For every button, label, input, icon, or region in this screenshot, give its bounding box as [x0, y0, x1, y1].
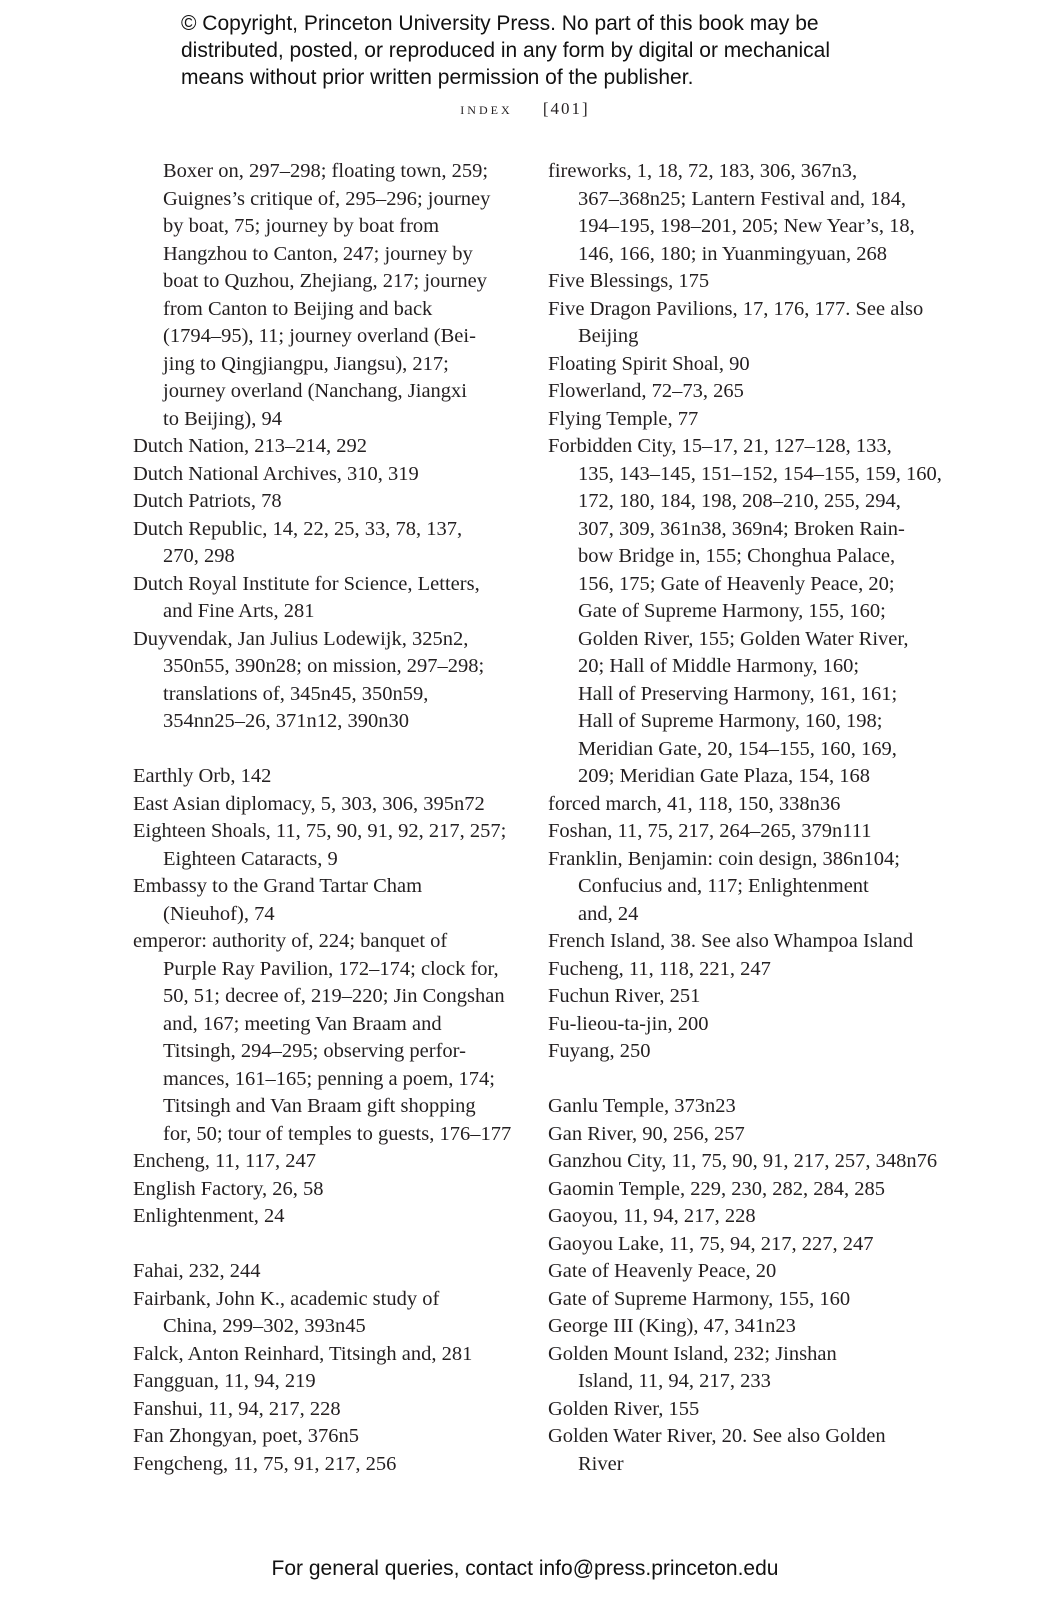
letter-group-gap: [548, 1066, 923, 1094]
index-entry: Golden Water River, 20. See also Golden: [548, 1425, 886, 1447]
index-entry-continuation: mances, 161–165; penning a poem, 174;: [163, 1067, 495, 1090]
index-entry-continuation: and, 24: [578, 902, 639, 925]
index-entry: Fengcheng, 11, 75, 91, 217, 256: [133, 1452, 397, 1475]
index-entry-continuation: Hall of Supreme Harmony, 160, 198;: [578, 710, 883, 732]
index-entry: Dutch National Archives, 310, 319: [133, 462, 419, 485]
index-entry: Gan River, 90, 256, 257: [548, 1122, 745, 1145]
index-entry: Encheng, 11, 117, 247: [133, 1150, 316, 1172]
index-entry-continuation: 354nn25–26, 371n12, 390n30: [163, 710, 409, 732]
index-entry: Dutch Republic, 14, 22, 25, 33, 78, 137,: [133, 517, 463, 540]
copyright-line: means without prior written permission of the publisher.: [181, 66, 694, 89]
index-entry: Dutch Nation, 213–214, 292: [133, 435, 368, 457]
index-entry-continuation: translations of, 345n45, 350n59,: [163, 682, 429, 705]
index-entry: emperor: authority of, 224; banquet of: [133, 930, 448, 952]
index-entry-continuation: Confucius and, 117; Enlightenment: [578, 875, 869, 897]
index-entry: Gaoyou, 11, 94, 217, 228: [548, 1205, 756, 1227]
index-entry-continuation: boat to Quzhou, Zhejiang, 217; journey: [163, 270, 487, 292]
index-entry: Eighteen Shoals, 11, 75, 90, 91, 92, 217, 257;: [133, 820, 507, 842]
index-entry-continuation: to Beijing), 94: [163, 407, 283, 430]
index-entry-continuation: 307, 309, 361n38, 369n4; Broken Rain-: [578, 517, 905, 540]
index-entry-continuation: from Canton to Beijing and back: [163, 297, 433, 320]
index-entry-continuation: Beijing: [578, 325, 639, 347]
index-entry: Fu-lieou-ta-jin, 200: [548, 1012, 709, 1035]
index-entry-continuation: Titsingh, 294–295; observing perfor-: [163, 1040, 466, 1062]
index-entry: Falck, Anton Reinhard, Titsingh and, 281: [133, 1342, 473, 1365]
index-entry: East Asian diplomacy, 5, 303, 306, 395n72: [133, 792, 485, 815]
index-entry-continuation: Island, 11, 94, 217, 233: [578, 1370, 771, 1392]
index-entry-continuation: 209; Meridian Gate Plaza, 154, 168: [578, 765, 871, 787]
index-entry: Franklin, Benjamin: coin design, 386n104;: [548, 847, 900, 870]
index-entry: Flowerland, 72–73, 265: [548, 380, 744, 402]
index-entry: Duyvendak, Jan Julius Lodewijk, 325n2,: [133, 627, 469, 650]
index-entry-continuation: Meridian Gate, 20, 154–155, 160, 169,: [578, 737, 897, 760]
index-entry-continuation: Hall of Preserving Harmony, 161, 161;: [578, 682, 898, 705]
index-entry-continuation: bow Bridge in, 155; Chonghua Palace,: [578, 545, 896, 567]
index-entry: George III (King), 47, 341n23: [548, 1315, 796, 1337]
index-entry: Golden River, 155: [548, 1397, 700, 1420]
index-entry: Gaomin Temple, 229, 230, 282, 284, 285: [548, 1177, 885, 1200]
index-entry-continuation: Purple Ray Pavilion, 172–174; clock for,: [163, 957, 499, 980]
index-entry-continuation: Eighteen Cataracts, 9: [163, 847, 338, 870]
index-entry: Dutch Patriots, 78: [133, 490, 282, 512]
letter-group-gap: [133, 736, 508, 764]
index-entry-continuation: Boxer on, 297–298; floating town, 259;: [163, 160, 489, 182]
index-entry: Fangguan, 11, 94, 219: [133, 1370, 316, 1392]
index-entry-continuation: 270, 298: [163, 545, 235, 567]
index-entry: Fairbank, John K., academic study of: [133, 1287, 440, 1310]
index-entry-continuation: Titsingh and Van Braam gift shopping: [163, 1095, 476, 1117]
index-entry: Foshan, 11, 75, 217, 264–265, 379n111: [548, 820, 872, 842]
index-entry: Earthly Orb, 142: [133, 765, 272, 787]
footer-contact: For general queries, contact info@press.princeton.edu: [271, 1557, 779, 1580]
index-entry-continuation: China, 299–302, 393n45: [163, 1315, 366, 1337]
index-entry-continuation: jing to Qingjiangpu, Jiangsu), 217;: [163, 352, 449, 375]
index-entry: Enlightenment, 24: [133, 1205, 285, 1227]
index-entry-continuation: Golden River, 155; Golden Water River,: [578, 627, 909, 650]
running-title: index: [460, 99, 513, 118]
index-entry-continuation: 172, 180, 184, 198, 208–210, 255, 294,: [578, 490, 901, 512]
index-entry-continuation: 20; Hall of Middle Harmony, 160;: [578, 655, 860, 677]
index-entry-continuation: 135, 143–145, 151–152, 154–155, 159, 160,: [578, 462, 942, 485]
index-entry-continuation: 367–368n25; Lantern Festival and, 184,: [578, 187, 906, 210]
index-entry: Fanshui, 11, 94, 217, 228: [133, 1397, 341, 1420]
copyright-line: © Copyright, Princeton University Press. No part of this book may be: [181, 12, 819, 35]
page-number: [401]: [542, 99, 590, 118]
index-entry: Fuchun River, 251: [548, 985, 701, 1007]
index-entry: fireworks, 1, 18, 72, 183, 306, 367n3,: [548, 160, 858, 182]
letter-group-gap: [133, 1231, 508, 1259]
index-entry-continuation: 50, 51; decree of, 219–220; Jin Congshan: [163, 985, 505, 1007]
index-entry-continuation: by boat, 75; journey by boat from: [163, 215, 440, 237]
index-entry: Fucheng, 11, 118, 221, 247: [548, 957, 771, 980]
index-entry-continuation: River: [578, 1452, 624, 1475]
index-entry: English Factory, 26, 58: [133, 1177, 324, 1200]
index-entry: Ganlu Temple, 373n23: [548, 1095, 736, 1117]
index-entry-continuation: 194–195, 198–201, 205; New Year’s, 18,: [578, 215, 915, 237]
index-entry-continuation: and, 167; meeting Van Braam and: [163, 1012, 442, 1035]
index-entry: Five Blessings, 175: [548, 270, 710, 292]
index-entry-continuation: 146, 166, 180; in Yuanmingyuan, 268: [578, 242, 888, 265]
index-entry: Gate of Heavenly Peace, 20: [548, 1260, 777, 1282]
index-entry: Floating Spirit Shoal, 90: [548, 352, 750, 375]
index-entry-continuation: and Fine Arts, 281: [163, 600, 315, 622]
index-entry: Flying Temple, 77: [548, 407, 699, 430]
index-entry: forced march, 41, 118, 150, 338n36: [548, 792, 841, 815]
index-entry-continuation: Guignes’s critique of, 295–296; journey: [163, 187, 491, 210]
index-entry: Dutch Royal Institute for Science, Letters,: [133, 572, 480, 595]
index-entry-continuation: for, 50; tour of temples to guests, 176–177: [163, 1122, 512, 1145]
index-entry: Fahai, 232, 244: [133, 1260, 261, 1282]
index-entry-continuation: Gate of Supreme Harmony, 155, 160;: [578, 600, 886, 622]
index-entry-continuation: (1794–95), 11; journey overland (Bei-: [163, 325, 476, 347]
index-column-left: [133, 158, 512, 1478]
copyright-notice: [181, 10, 961, 91]
index-entry: Embassy to the Grand Tartar Cham: [133, 875, 423, 897]
index-entry-continuation: journey overland (Nanchang, Jiangxi: [163, 380, 467, 402]
index-entry-continuation: 350n55, 390n28; on mission, 297–298;: [163, 655, 485, 677]
index-entry: Gate of Supreme Harmony, 155, 160: [548, 1287, 851, 1310]
index-entry-continuation: (Nieuhof), 74: [163, 902, 275, 925]
index-entry: Five Dragon Pavilions, 17, 176, 177. See also: [548, 297, 924, 320]
index-column-right: [548, 158, 942, 1478]
running-head: [0, 99, 1050, 119]
index-entry: Fan Zhongyan, poet, 376n5: [133, 1425, 360, 1447]
index-entry: Forbidden City, 15–17, 21, 127–128, 133,: [548, 435, 892, 457]
index-entry: French Island, 38. See also Whampoa Island: [548, 930, 914, 952]
index-entry-continuation: 156, 175; Gate of Heavenly Peace, 20;: [578, 572, 895, 595]
index-entry: Ganzhou City, 11, 75, 90, 91, 217, 257, 348n76: [548, 1150, 938, 1172]
copyright-line: distributed, posted, or reproduced in any form by digital or mechanical: [181, 39, 831, 62]
index-entry: Gaoyou Lake, 11, 75, 94, 217, 227, 247: [548, 1232, 874, 1255]
index-entry: Golden Mount Island, 232; Jinshan: [548, 1342, 837, 1365]
index-entry: Fuyang, 250: [548, 1040, 651, 1062]
index-entry-continuation: Hangzhou to Canton, 247; journey by: [163, 242, 473, 265]
